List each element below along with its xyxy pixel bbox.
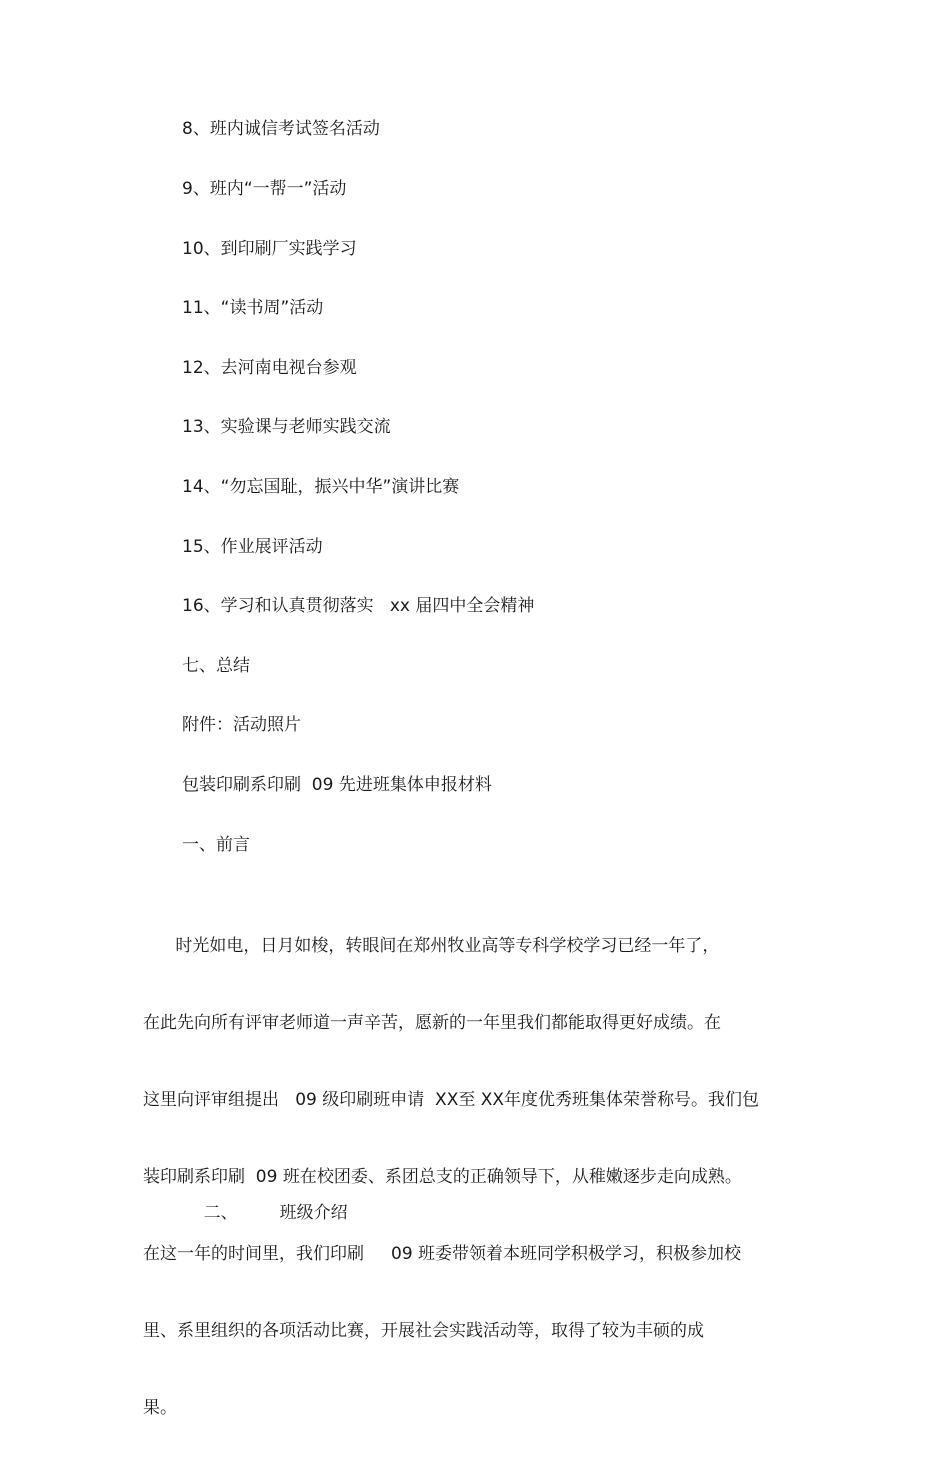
- list-item-9: 9、班内“一帮一”活动: [182, 179, 347, 199]
- section-title: 班级介绍: [279, 1203, 348, 1223]
- list-item-14: 14、“勿忘国耻，振兴中华”演讲比赛: [182, 477, 460, 497]
- list-item-11: 11、“读书周”活动: [182, 298, 324, 318]
- document-title: 包装印刷系印刷 09 先进班集体申报材料: [182, 775, 492, 795]
- list-item-12: 12、去河南电视台参观: [182, 358, 357, 378]
- preface-line: 这里向评审组提出 09 级印刷班申请 XX至 XX年度优秀班集体荣誉称号。我们包: [143, 1090, 760, 1110]
- preface-line: 果。: [143, 1398, 177, 1418]
- preface-line: 在这一年的时间里，我们印刷 09 班委带领着本班同学积极学习，积极参加校: [143, 1244, 742, 1264]
- preface-line: 装印刷系印刷 09 班在校团委、系团总支的正确领导下，从稚嫩逐步走向成熟。: [143, 1167, 742, 1187]
- list-item-8: 8、班内诚信考试签名活动: [182, 119, 380, 139]
- section-class-intro-heading: [182, 1180, 348, 1246]
- section-preface-heading: 一、前言: [182, 835, 250, 855]
- section-number: 二、: [203, 1203, 238, 1223]
- preface-line: 里、系里组织的各项活动比赛，开展社会实践活动等，取得了较为丰硕的成: [143, 1321, 704, 1341]
- section-summary-heading: 七、总结: [182, 656, 250, 676]
- attachment-note: 附件：活动照片: [182, 715, 301, 735]
- preface-line: 在此先向所有评审老师道一声辛苦，愿新的一年里我们都能取得更好成绩。在: [143, 1013, 721, 1033]
- list-item-13: 13、实验课与老师实践交流: [182, 417, 391, 437]
- list-item-16: 16、学习和认真贯彻落实 xx 届四中全会精神: [182, 596, 535, 616]
- preface-line: 时光如电，日月如梭，转眼间在郑州牧业高等专科学校学习已经一年了，: [143, 936, 720, 956]
- list-item-15: 15、作业展评活动: [182, 537, 323, 557]
- list-item-10: 10、到印刷厂实践学习: [182, 239, 357, 259]
